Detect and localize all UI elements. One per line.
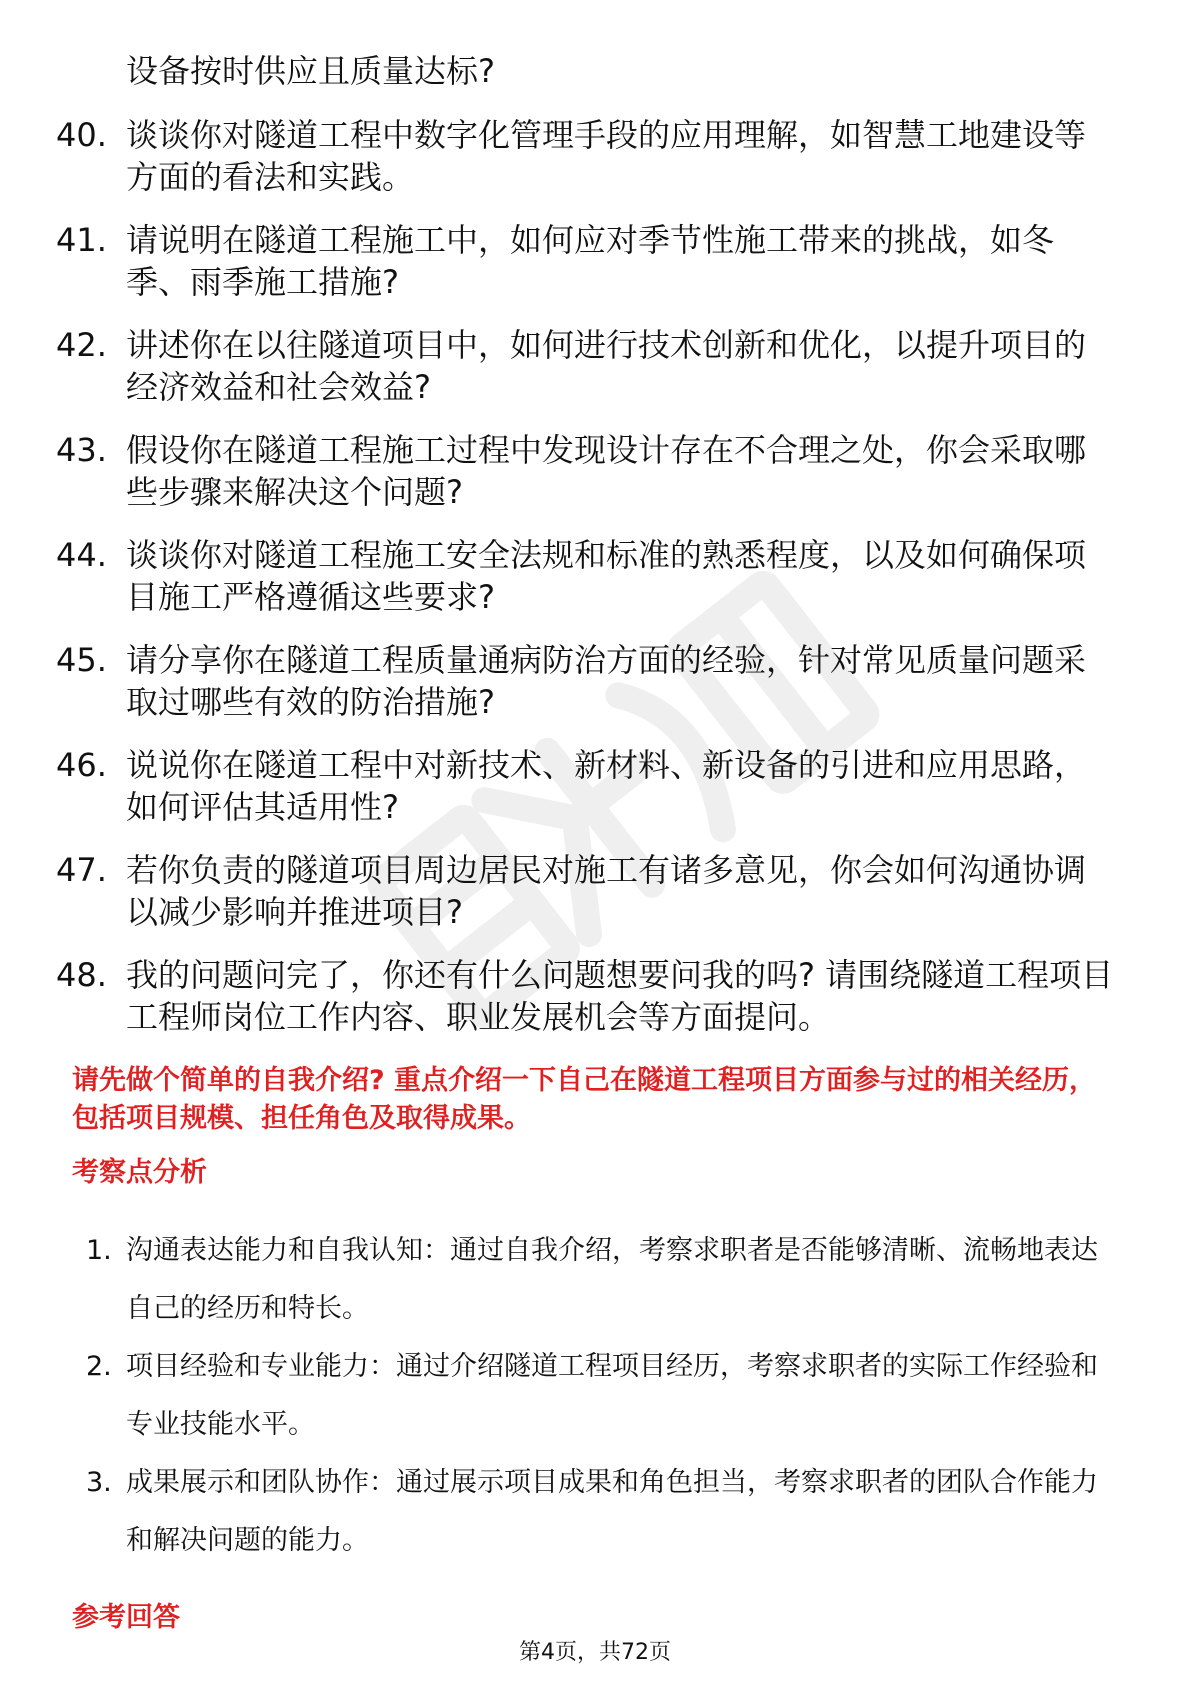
question-text: 请说明在隧道工程施工中，如何应对季节性施工带来的挑战，如冬季、雨季施工措施? — [126, 221, 1055, 301]
analysis-text: 成果展示和团队协作：通过展示项目成果和角色担当，考察求职者的团队合作能力和解决问题的能力。 — [126, 1467, 1098, 1556]
analysis-item — [80, 1454, 1120, 1570]
question-number: 43. — [56, 431, 107, 469]
question-number: 46. — [56, 746, 107, 784]
question-item — [56, 219, 1116, 303]
analysis-text: 沟通表达能力和自我认知：通过自我介绍，考察求职者是否能够清晰、流畅地表达自己的经历和特长。 — [126, 1235, 1098, 1324]
question-text: 谈谈你对隧道工程施工安全法规和标准的熟悉程度，以及如何确保项目施工严格遵循这些要求? — [126, 536, 1087, 616]
question-text: 谈谈你对隧道工程中数字化管理手段的应用理解，如智慧工地建设等方面的看法和实践。 — [126, 116, 1087, 196]
analysis-item — [80, 1338, 1120, 1454]
analysis-item — [80, 1222, 1120, 1338]
question-item — [56, 954, 1116, 1038]
question-text: 讲述你在以往隧道项目中，如何进行技术创新和优化，以提升项目的经济效益和社会效益? — [126, 326, 1087, 406]
analysis-list — [80, 1222, 1120, 1570]
question-text: 假设你在隧道工程施工过程中发现设计存在不合理之处，你会采取哪些步骤来解决这个问题? — [126, 431, 1087, 511]
question-item — [56, 849, 1116, 933]
page-number-footer: 第4页，共72页 — [519, 1640, 671, 1665]
analysis-number: 1. — [86, 1235, 112, 1266]
question-number: 47. — [56, 851, 107, 889]
analysis-number: 2. — [86, 1351, 112, 1382]
question-text: 请分享你在隧道工程质量通病防治方面的经验，针对常见质量问题采取过哪些有效的防治措施? — [126, 641, 1087, 721]
question-item — [56, 744, 1116, 828]
reference-answer-heading: 参考回答 — [72, 1602, 180, 1633]
question-item — [56, 639, 1116, 723]
question-number: 48. — [56, 956, 107, 994]
question-number: 41. — [56, 221, 107, 259]
question-number: 42. — [56, 326, 107, 364]
question-text: 我的问题问完了，你还有什么问题想要问我的吗? 请围绕隧道工程项目工程师岗位工作内容、职业发展机会等方面提问。 — [126, 956, 1114, 1036]
analysis-number: 3. — [86, 1467, 112, 1498]
question-item — [56, 534, 1116, 618]
question-list — [56, 114, 1116, 1059]
question-item — [56, 114, 1116, 198]
featured-question: 请先做个简单的自我介绍? 重点介绍一下自己在隧道工程项目方面参与过的相关经历，包括项目规模、担任角色及取得成果。 — [72, 1065, 1097, 1134]
question-number: 44. — [56, 536, 107, 574]
analysis-text: 项目经验和专业能力：通过介绍隧道工程项目经历，考察求职者的实际工作经验和专业技能水平。 — [126, 1351, 1098, 1440]
question-number: 45. — [56, 641, 107, 679]
question-number: 40. — [56, 116, 107, 154]
question-text: 说说你在隧道工程中对新技术、新材料、新设备的引进和应用思路，如何评估其适用性? — [126, 746, 1087, 826]
question-39-continuation: 设备按时供应且质量达标? — [126, 52, 495, 90]
question-item — [56, 429, 1116, 513]
question-item — [56, 324, 1116, 408]
question-text: 若你负责的隧道项目周边居民对施工有诸多意见，你会如何沟通协调以减少影响并推进项目? — [126, 851, 1087, 931]
analysis-heading: 考察点分析 — [72, 1157, 207, 1188]
